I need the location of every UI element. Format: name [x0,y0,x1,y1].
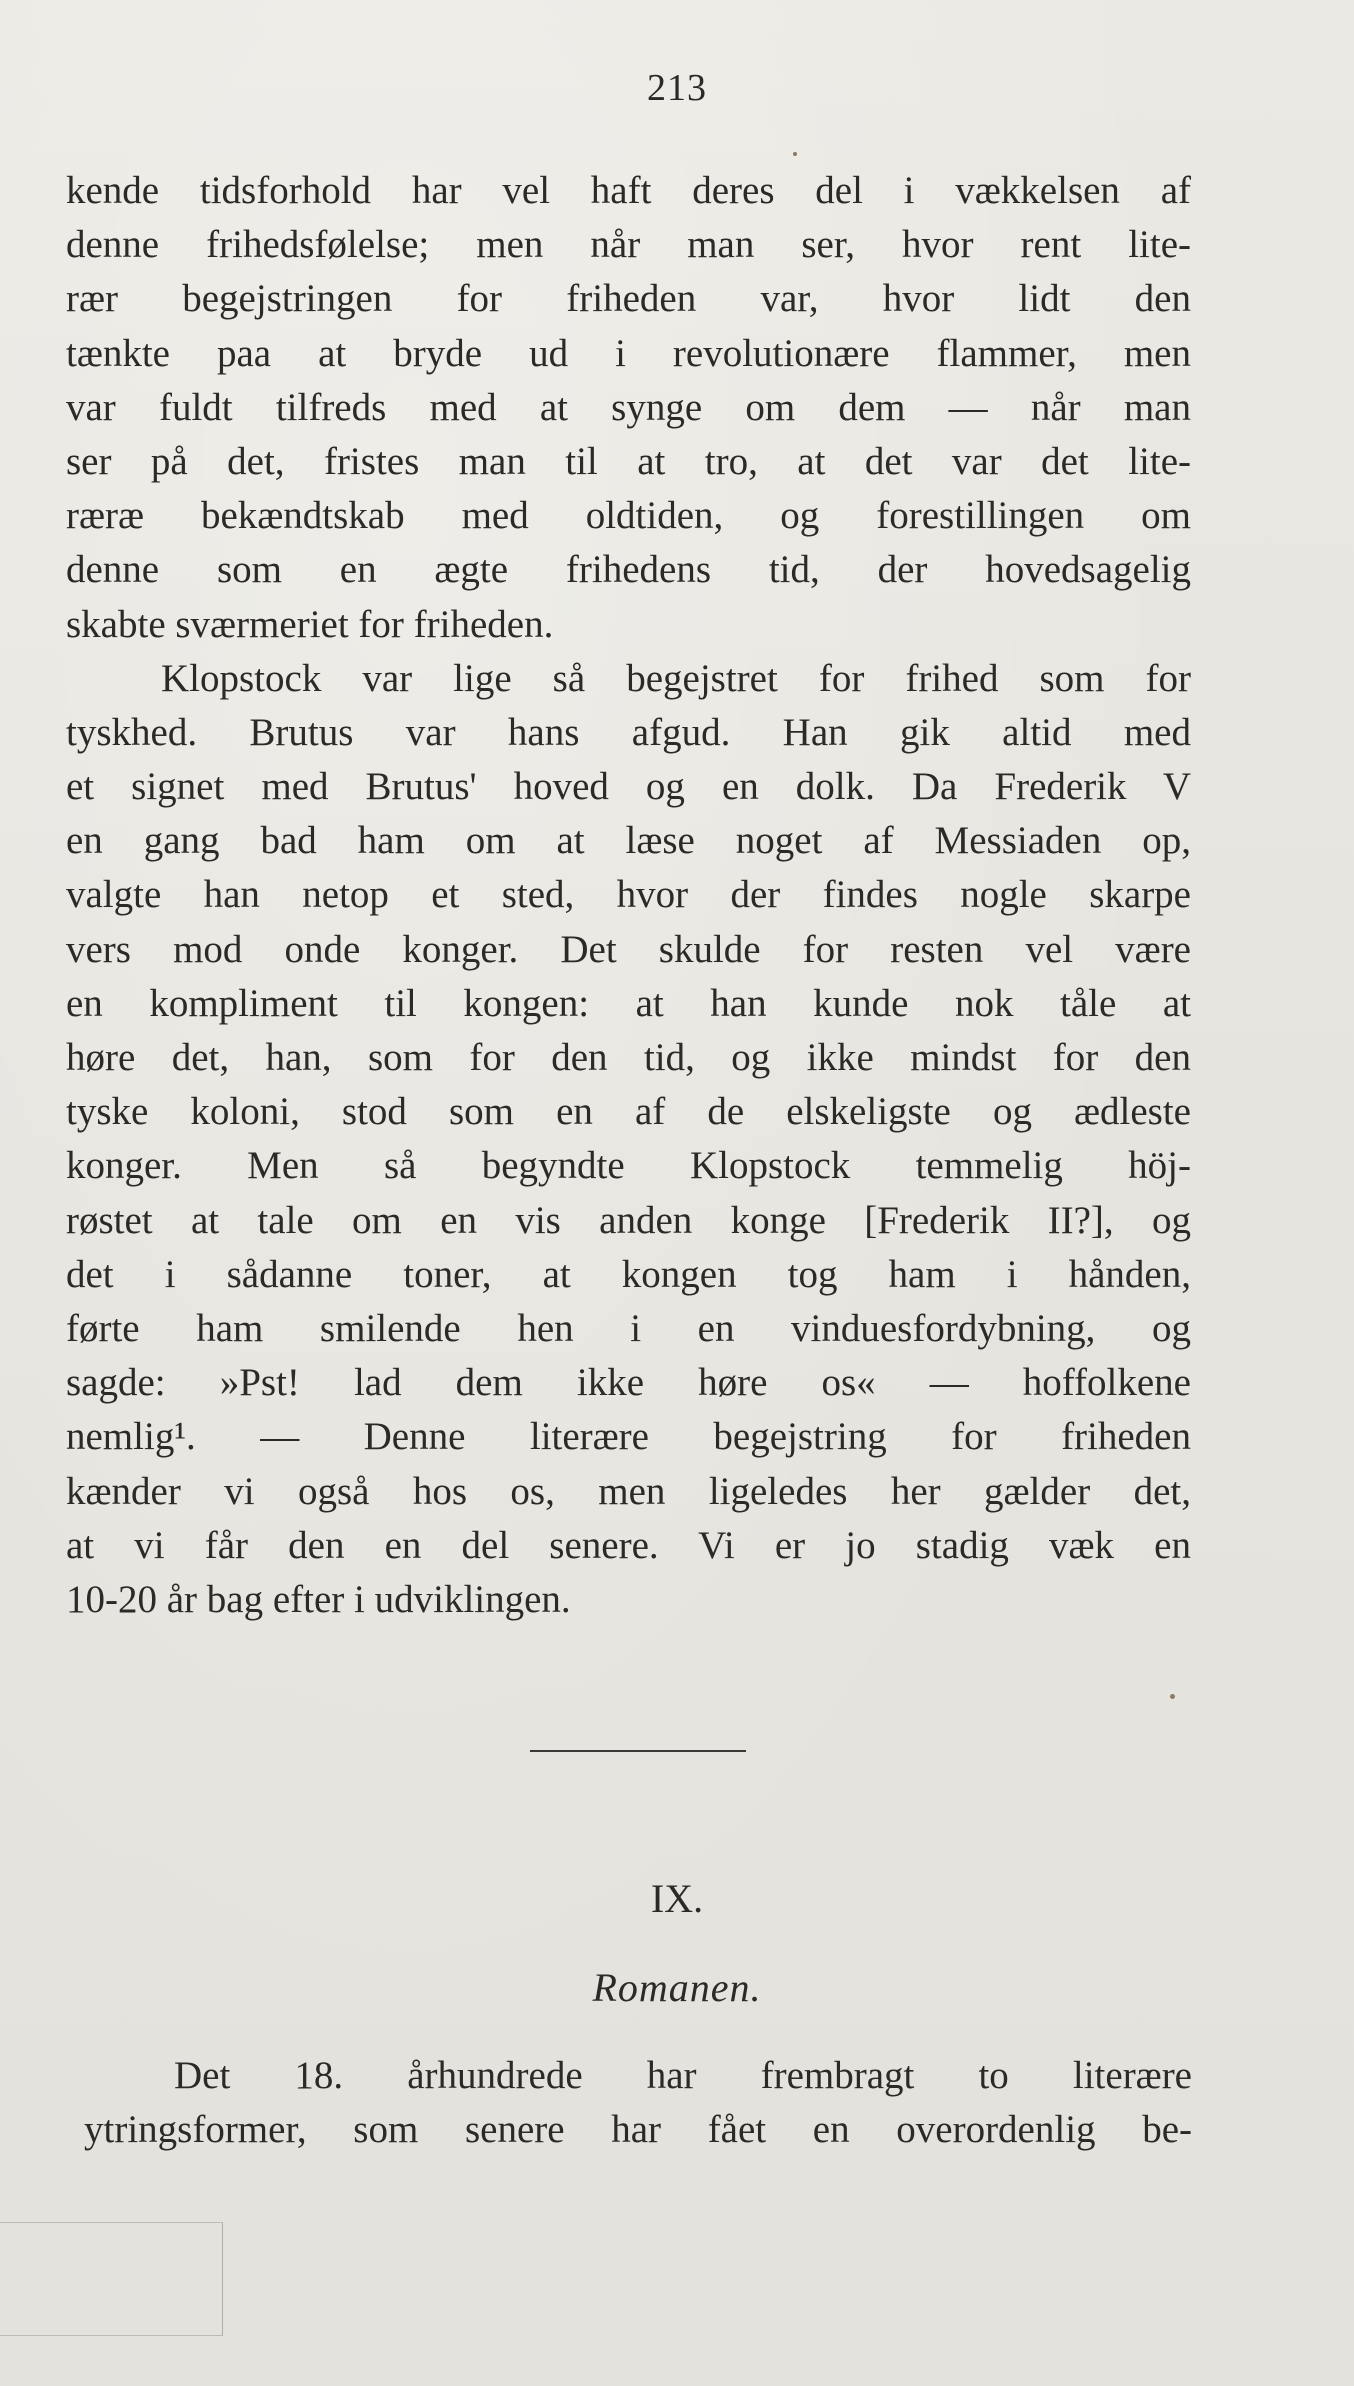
text-line: høre det, han, som for den tid, og ikke mindst for den [66,1036,1191,1079]
text-line: kende tidsforhold har vel haft deres del i vækkelsen af [66,169,1191,212]
text-line: ytringsformer, som senere har fået en overordenlig be- [84,2108,1192,2152]
text-line: denne som en ægte frihedens tid, der hovedsagelig [66,548,1191,592]
text-line: det i sådanne toner, at kongen tog ham i hånden, [66,1252,1191,1296]
chapter-title: Romanen. [592,1965,762,2010]
paragraph [66,652,1191,1627]
text-line: tyske koloni, stod som en af de elskeligste og ædleste [66,1090,1191,1134]
text-line: tyskhed. Brutus var hans afgud. Han gik altid med [66,710,1191,754]
text-line: konger. Men så begyndte Klopstock temmelig höj- [66,1144,1191,1188]
text-line: et signet med Brutus' hoved og en dolk. Da Frederik V [66,765,1191,809]
text-line: vers mod onde konger. Det skulde for resten vel være [66,927,1191,971]
text-line: Klopstock var lige så begejstret for frihed som for [161,656,1191,700]
section-divider [530,1750,746,1752]
chapter-body-text [84,2049,1192,2157]
text-line: at vi får den en del senere. Vi er jo stadig væk en [66,1523,1191,1567]
text-line: en gang bad ham om at læse noget af Messiaden op, [66,819,1191,863]
text-line: Det 18. århundrede har frembragt to literære [174,2054,1192,2097]
text-line: rær begejstringen for friheden var, hvor lidt den [66,277,1191,321]
ink-speck [793,152,797,156]
page-number: 213 [647,67,707,109]
text-line: ræræ bekændtskab med oldtiden, og forestillingen om [66,494,1191,538]
paragraph [66,164,1191,652]
text-line: nemlig¹. — Denne literære begejstring for friheden [66,1415,1191,1459]
text-line: tænkte paa at bryde ud i revolutionære flammer, men [66,331,1191,375]
text-line: kænder vi også hos os, men ligeledes her gælder det, [66,1469,1191,1513]
body-text [66,164,1191,1627]
chapter-number: IX. [650,1876,704,1921]
text-line: denne frihedsfølelse; men når man ser, hvor rent lite- [66,223,1191,267]
text-line: var fuldt tilfreds med at synge om dem — når man [66,385,1191,429]
scan-artifact [0,2222,223,2336]
text-line: skabte sværmeriet for friheden. [66,602,554,646]
text-line: 10-20 år bag efter i udviklingen. [66,1577,571,1621]
text-line: røstet at tale om en vis anden konge [Frederik II?], og [66,1198,1191,1242]
text-line: førte ham smilende hen i en vinduesfordybning, og [66,1306,1191,1350]
text-line: sagde: »Pst! lad dem ikke høre os« — hoffolkene [66,1361,1191,1405]
text-line: valgte han netop et sted, hvor der findes nogle skarpe [66,873,1191,917]
ink-speck [1170,1694,1175,1699]
text-line: ser på det, fristes man til at tro, at det var det lite- [66,439,1191,483]
text-line: en kompliment til kongen: at han kunde nok tåle at [66,981,1191,1025]
